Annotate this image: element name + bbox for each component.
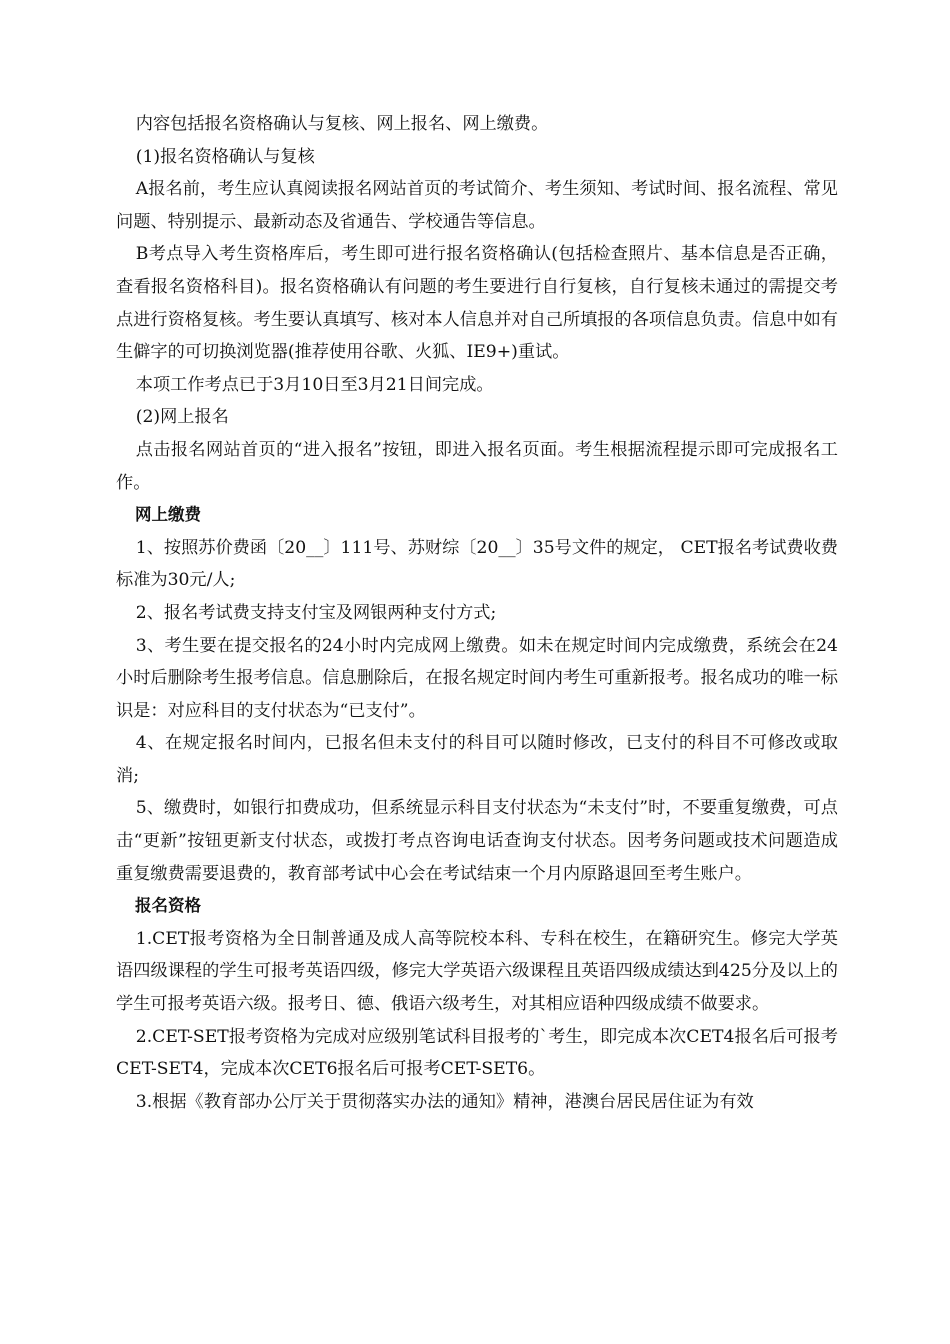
payment-item-1: 1、按照苏价费函〔20__〕111号、苏财综〔20__〕35号文件的规定， CET报名考试费收费标准为30元/人; xyxy=(116,537,838,591)
eligibility-item-1: 1.CET报考资格为全日制普通及成人高等院校本科、专科在校生，在籍研究生。修完大学英语四级课程的学生可报考英语四级，修完大学英语六级课程且英语四级成绩达到425分及以上的学生可报考英语六级。报考日、德、俄语六级考生，对其相应语种四级成绩不做要求。 xyxy=(116,928,838,1015)
section-heading-eligibility: 报名资格 xyxy=(134,896,201,916)
paragraph-item-b: B考点导入考生资格库后，考生即可进行报名资格确认(包括检查照片、基本信息是否正确，查看报名资格科目)。报名资格确认有问题的考生要进行自行复核，自行复核未通过的需提交考点进行资格复核。考生要认真填写、核对本人信息并对自己所填报的各项信息负责。信息中如有生僻字的可切换浏览器(推荐使用谷歌、火狐、IE9+)重试。 xyxy=(116,244,838,363)
paragraph-completion-note: 本项工作考点已于3月10日至3月21日间完成。 xyxy=(135,374,494,395)
payment-item-3: 3、考生要在提交报名的24小时内完成网上缴费。如未在规定时间内完成缴费，系统会在24小时后删除考生报考信息。信息删除后，在报名规定时间内考生可重新报考。报名成功的唯一标识是：对应科目的支付状态为“已支付”。 xyxy=(116,635,838,721)
paragraph-subheading-eligibility-confirm: (1)报名资格确认与复核 xyxy=(135,146,315,167)
paragraph-intro: 内容包括报名资格确认与复核、网上报名、网上缴费。 xyxy=(135,114,549,134)
payment-item-2: 2、报名考试费支持支付宝及网银两种支付方式; xyxy=(135,602,497,623)
eligibility-item-2: 2.CET-SET报考资格为完成对应级别笔试科目报考的`考生，即完成本次CET4报名后可报考CET-SET4，完成本次CET6报名后可报考CET-SET6。 xyxy=(116,1026,838,1080)
paragraph-registration-instructions: 点击报名网站首页的“进入报名”按钮，即进入报名页面。考生根据流程提示即可完成报名工作。 xyxy=(116,439,838,493)
paragraph-subheading-online-registration: (2)网上报名 xyxy=(135,407,229,428)
section-heading-payment: 网上缴费 xyxy=(134,505,201,525)
eligibility-item-3: 3.根据《教育部办公厅关于贯彻落实办法的通知》精神，港澳台居民居住证为有效 xyxy=(135,1091,754,1112)
document-page xyxy=(116,108,838,1118)
payment-item-4: 4、在规定报名时间内，已报名但未支付的科目可以随时修改，已支付的科目不可修改或取消; xyxy=(116,733,838,786)
paragraph-item-a: A报名前，考生应认真阅读报名网站首页的考试简介、考生须知、考试时间、报名流程、常见问题、特别提示、最新动态及省通告、学校通告等信息。 xyxy=(116,179,838,232)
payment-item-5: 5、缴费时，如银行扣费成功，但系统显示科目支付状态为“未支付”时，不要重复缴费，可点击“更新”按钮更新支付状态，或拨打考点咨询电话查询支付状态。因考务问题或技术问题造成重复缴费需要退费的，教育部考试中心会在考试结束一个月内原路退回至考生账户。 xyxy=(116,798,838,884)
